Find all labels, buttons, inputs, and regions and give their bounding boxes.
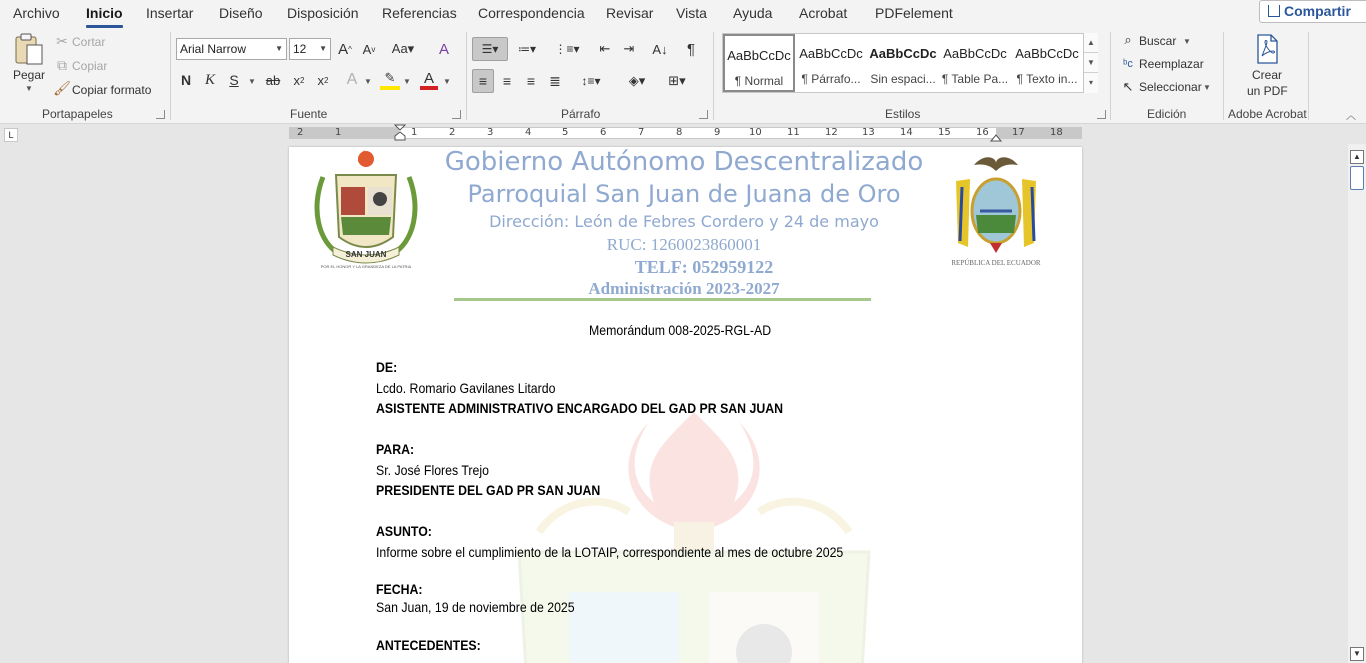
subscript-icon[interactable]: x 2 [293, 72, 305, 88]
horizontal-ruler[interactable] [289, 127, 1082, 139]
header-administration: Administración 2023-2027 [588, 279, 780, 298]
bold-icon[interactable]: N [180, 72, 192, 88]
font-group-label: Fuente [290, 107, 328, 121]
decrease-indent-icon[interactable]: ⇤ [599, 41, 611, 56]
cut-button[interactable]: Cortar [72, 35, 106, 49]
find-button[interactable]: Buscar [1139, 34, 1177, 48]
style-sample: AaBbCcDc [799, 46, 863, 61]
align-left-icon[interactable]: ≡ [472, 69, 494, 93]
font-launcher-icon[interactable] [452, 110, 461, 119]
scroll-up-icon[interactable]: ▲ [1350, 150, 1364, 164]
menu-disposicion[interactable]: Disposición [287, 5, 359, 21]
right-indent-marker-icon[interactable] [990, 132, 1002, 142]
left-margin-area [290, 128, 399, 138]
menu-bar [0, 0, 1366, 28]
line-spacing-icon[interactable]: ↕≡▾ [581, 74, 601, 88]
chevron-down-icon[interactable]: ▼ [364, 77, 372, 86]
replace-icon: ᵇc [1123, 58, 1133, 70]
styles-gallery [722, 33, 1098, 93]
style-sample: AaBbCcDc [943, 46, 1007, 61]
to-name: Sr. José Flores Trejo [376, 462, 489, 478]
shrink-font-icon[interactable]: A v [362, 41, 376, 57]
clipboard-group-label: Portapapeles [42, 107, 113, 121]
menu-pdfelement[interactable]: PDFelement [875, 5, 953, 21]
bullets-icon[interactable]: ☰▾ [472, 37, 508, 61]
borders-icon[interactable]: ⊞▾ [668, 73, 686, 88]
coat-of-arms-label: REPÚBLICA DEL ECUADOR [951, 259, 1041, 267]
style-table-paragraph[interactable] [939, 34, 1011, 92]
ruler-number: 4 [525, 127, 532, 138]
subject-text: Informe sobre el cumplimiento de la LOTAIP, correspondiente al mes de octubre 2025 [376, 544, 844, 560]
highlight-icon[interactable]: ✎ [380, 70, 400, 90]
menu-vista[interactable]: Vista [676, 5, 707, 21]
group-divider [713, 32, 714, 120]
font-name-select[interactable] [176, 38, 287, 60]
search-icon: ⌕ [1124, 32, 1132, 47]
menu-archivo[interactable]: Archivo [13, 5, 60, 21]
paste-button[interactable] [12, 32, 46, 66]
multilevel-list-icon[interactable]: ⋮≡▾ [554, 42, 580, 56]
copy-button[interactable]: Copiar [72, 59, 108, 73]
vertical-scrollbar[interactable] [1348, 144, 1366, 663]
style-name: ¶ Normal [734, 74, 784, 88]
style-sample: AaBbCcDc [869, 46, 937, 61]
cut-icon: ✂ [56, 32, 68, 49]
ecuador-coat-of-arms-icon [934, 151, 1059, 269]
ruler-number: 5 [562, 127, 569, 138]
group-divider [170, 32, 171, 120]
group-divider [1110, 32, 1111, 120]
align-center-icon[interactable]: ≡ [502, 73, 512, 89]
parish-seal-icon [311, 147, 421, 272]
document-page[interactable] [289, 147, 1082, 663]
ruler-number: 13 [862, 127, 875, 138]
superscript-icon[interactable]: x 2 [317, 72, 329, 88]
paragraph-group-label: Párrafo [561, 107, 601, 121]
font-name-value: Arial Narrow [180, 42, 247, 56]
from-name: Lcdo. Romario Gavilanes Litardo [376, 380, 556, 396]
select-button[interactable]: Seleccionar [1139, 80, 1202, 94]
header-ruc: RUC: 1260023860001 [606, 235, 762, 254]
text-effects-icon[interactable]: A [346, 71, 358, 88]
group-divider [466, 32, 467, 120]
seal-label: SAN JUAN [345, 250, 387, 259]
format-painter-icon: 🖌 [53, 79, 71, 96]
scroll-down-icon[interactable]: ▼ [1350, 647, 1364, 661]
ruler-number: 17 [1012, 127, 1025, 138]
styles-group-label: Estilos [885, 107, 921, 121]
clear-formatting-icon[interactable]: A [438, 40, 449, 58]
share-icon [1268, 5, 1280, 17]
chevron-down-icon[interactable]: ▼ [443, 77, 451, 86]
watermark-seal-icon [479, 402, 909, 663]
ruler-number: 9 [714, 127, 721, 138]
copy-icon: ⧉ [57, 56, 67, 73]
date-label: FECHA: [376, 581, 423, 597]
share-button[interactable] [1259, 0, 1366, 23]
menu-revisar[interactable]: Revisar [606, 5, 654, 21]
ruler-number: 12 [825, 127, 838, 138]
chevron-down-icon: ▼ [275, 44, 283, 53]
indent-marker-icon[interactable] [394, 124, 406, 142]
to-label: PARA: [376, 441, 415, 457]
paste-icon [13, 32, 45, 66]
align-right-icon[interactable]: ≡ [526, 73, 536, 89]
header-subtitle: Parroquial San Juan de Juana de Oro [467, 180, 901, 208]
subject-label: ASUNTO: [376, 523, 432, 539]
strikethrough-icon[interactable]: ab [265, 72, 281, 88]
chevron-down-icon[interactable]: ▼ [248, 77, 256, 86]
chevron-down-icon: ▼ [319, 44, 327, 53]
ruler-number: 16 [976, 127, 989, 138]
ruler-number: 1 [335, 127, 342, 138]
style-normal[interactable] [723, 34, 795, 92]
header-phone: TELF: 052959122 [634, 257, 774, 277]
seal-motto: POR EL HONOR Y LA GRANDEZA DE LA PATRIA [320, 264, 412, 269]
acrobat-group-label: Adobe Acrobat [1228, 107, 1307, 121]
tab-selector-icon[interactable]: L [4, 128, 18, 142]
chevron-down-icon[interactable]: ▼ [1203, 83, 1211, 92]
ruler-number: 15 [938, 127, 951, 138]
ruler-number: 7 [638, 127, 645, 138]
underline-icon[interactable]: S [229, 72, 239, 88]
paste-dropdown-icon[interactable]: ▼ [25, 84, 33, 93]
style-name: ¶ Texto in... [1016, 72, 1078, 86]
ruler-number: 3 [487, 127, 494, 138]
replace-button[interactable]: Reemplazar [1139, 57, 1204, 71]
font-size-value: 12 [293, 42, 307, 56]
scroll-down-icon[interactable]: ▼ [1084, 53, 1098, 73]
menu-acrobat[interactable]: Acrobat [799, 5, 848, 21]
collapse-ribbon-icon[interactable]: ︿ [1346, 110, 1356, 122]
style-texto-independiente[interactable] [1011, 34, 1083, 92]
style-name: ¶ Table Pa... [941, 72, 1009, 86]
header-divider [454, 298, 871, 301]
numbering-icon[interactable]: ≔▾ [517, 42, 537, 56]
ruler-number: 8 [676, 127, 683, 138]
create-pdf-label-1: Crear [1252, 68, 1283, 82]
justify-icon[interactable]: ≣ [549, 72, 561, 89]
style-parrafo[interactable] [795, 34, 867, 92]
header-address: Dirección: León de Febres Cordero y 24 de mayo [489, 212, 879, 231]
group-divider [1223, 32, 1224, 120]
style-name: Sin espaci... [870, 72, 936, 86]
styles-launcher-icon[interactable] [1097, 110, 1106, 119]
style-sample: AaBbCcDc [1015, 46, 1079, 61]
format-painter-button[interactable]: Copiar formato [72, 83, 152, 97]
ribbon [0, 28, 1366, 124]
paragraph-launcher-icon[interactable] [699, 110, 708, 119]
ruler-number: 1 [411, 127, 418, 138]
clipboard-launcher-icon[interactable] [156, 110, 165, 119]
ruler-number: 14 [900, 127, 913, 138]
scroll-up-icon[interactable]: ▲ [1084, 33, 1098, 53]
style-sample: AaBbCcDc [727, 48, 791, 63]
chevron-down-icon[interactable]: ▼ [403, 77, 411, 86]
ruler-number: 18 [1050, 127, 1063, 138]
styles-scroll [1083, 33, 1098, 93]
memo-number: Memorándum 008-2025-RGL-AD [589, 322, 772, 338]
date-text: San Juan, 19 de noviembre de 2025 [376, 599, 575, 615]
pdf-icon [1255, 34, 1279, 64]
style-sin-espaciado[interactable] [867, 34, 939, 92]
from-title: ASISTENTE ADMINISTRATIVO ENCARGADO DEL GAD PR SAN JUAN [376, 400, 784, 416]
header-title: Gobierno Autónomo Descentralizado [444, 147, 924, 177]
editing-group-label: Edición [1147, 107, 1187, 121]
from-label: DE: [376, 359, 398, 375]
ruler-number: 2 [297, 127, 304, 138]
group-divider [1308, 32, 1309, 120]
ruler-bar [0, 124, 1366, 144]
menu-diseno[interactable]: Diseño [219, 5, 263, 21]
shading-icon[interactable]: ◈▾ [628, 73, 646, 88]
document-area [0, 144, 1348, 663]
font-color-icon[interactable]: A [420, 70, 438, 90]
chevron-down-icon[interactable]: ▼ [1183, 37, 1191, 46]
ruler-number: 6 [600, 127, 607, 138]
menu-ayuda[interactable]: Ayuda [733, 5, 773, 21]
scroll-thumb[interactable] [1350, 166, 1364, 190]
select-cursor-icon: ↖ [1122, 79, 1134, 94]
share-label: Compartir [1284, 3, 1351, 19]
increase-indent-icon[interactable]: ⇥ [623, 41, 635, 56]
menu-referencias[interactable]: Referencias [382, 5, 457, 21]
ruler-number: 10 [749, 127, 762, 138]
grow-font-icon[interactable]: A ^ [338, 40, 352, 58]
change-case-icon[interactable]: Aa▾ [391, 41, 415, 56]
ruler-number: 2 [449, 127, 456, 138]
create-pdf-label-2: un PDF [1247, 84, 1288, 98]
menu-inicio[interactable]: Inicio [86, 4, 123, 24]
paste-label: Pegar [13, 68, 46, 82]
background-label: ANTECEDENTES: [376, 637, 481, 653]
menu-correspondencia[interactable]: Correspondencia [478, 5, 585, 21]
style-name: ¶ Párrafo... [801, 72, 861, 86]
menu-insertar[interactable]: Insertar [146, 5, 194, 21]
to-title: PRESIDENTE DEL GAD PR SAN JUAN [376, 482, 601, 498]
italic-icon[interactable]: K [204, 71, 215, 88]
more-styles-icon[interactable]: ▾ [1088, 78, 1093, 87]
ruler-number: 11 [787, 127, 800, 138]
create-pdf-button[interactable] [1254, 34, 1280, 64]
right-margin-area [996, 128, 1081, 138]
sort-icon[interactable]: A↓ [652, 41, 668, 57]
show-formatting-icon[interactable]: ¶ [686, 40, 696, 58]
font-size-select[interactable] [289, 38, 331, 60]
